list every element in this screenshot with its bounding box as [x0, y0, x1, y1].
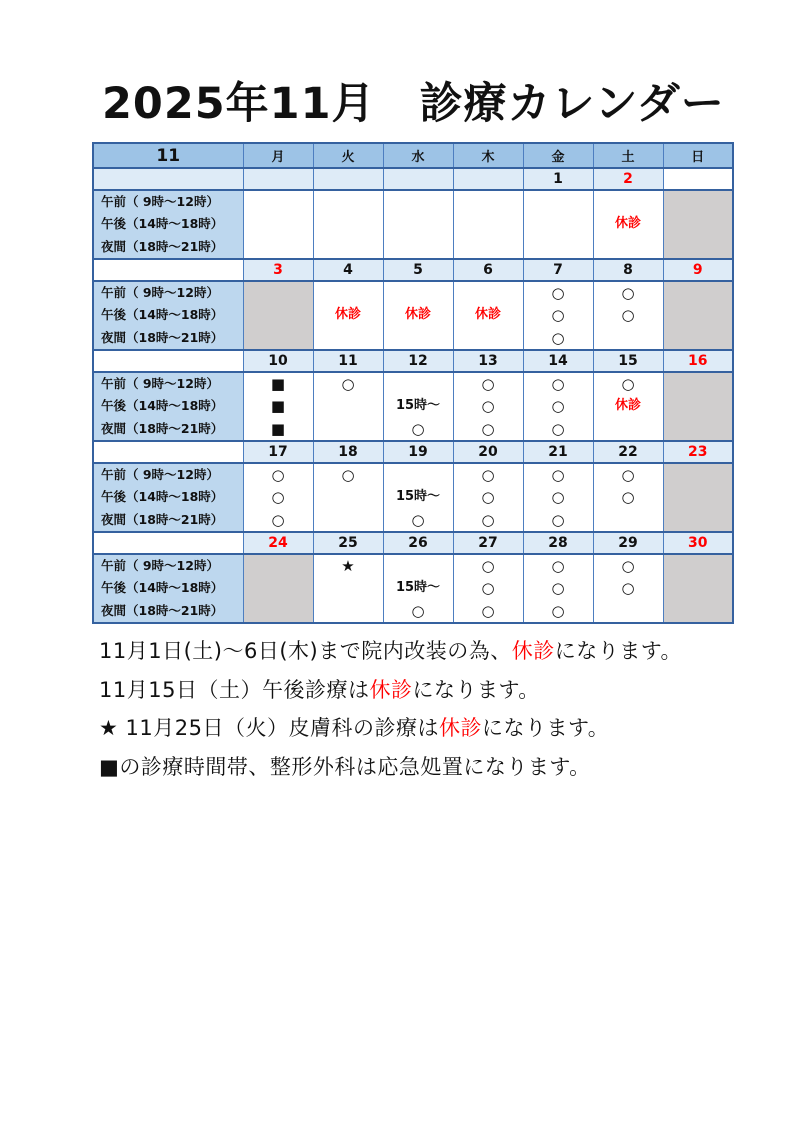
footnote-1 [99, 632, 739, 671]
day-cell [313, 372, 383, 441]
slot-mark: ○ [551, 397, 565, 416]
slot-mark [664, 236, 733, 258]
time-slot-label: 午後（14時～18時） [101, 398, 224, 414]
date-24: 24 [243, 532, 313, 554]
time-slot-label: 午前（ 9時～12時） [101, 284, 219, 300]
time-slot-label: 夜間（18時～21時） [101, 238, 224, 254]
page-title: 2025年11月 診療カレンダー [102, 79, 725, 129]
slot-mark [244, 600, 313, 622]
slot-mark [664, 373, 733, 395]
date-23: 23 [663, 441, 733, 463]
day-cell [383, 554, 453, 623]
slot-mark [384, 373, 453, 395]
slot-mark: ○ [551, 488, 565, 507]
slot-mark [664, 509, 733, 531]
date-27: 27 [453, 532, 523, 554]
slot-mark [314, 418, 383, 440]
weekday-header-row [93, 143, 733, 168]
day-cell [453, 554, 523, 623]
footnote-text: ★ 11月25日（火）皮膚科の診療は [99, 716, 439, 740]
weekday-sat: 土 [593, 143, 663, 168]
slot-mark [594, 600, 663, 622]
slot-mark [314, 486, 383, 508]
slot-mark: ○ [481, 601, 495, 620]
slot-mark: 15時～ [395, 489, 441, 505]
weekday-fri: 金 [523, 143, 593, 168]
day-cell [593, 463, 663, 532]
slot-mark [454, 327, 523, 349]
slot-mark [244, 236, 313, 258]
time-slot-label: 夜間（18時～21時） [101, 511, 224, 527]
date-30: 30 [663, 532, 733, 554]
weekday-wed: 水 [383, 143, 453, 168]
slot-mark [664, 600, 733, 622]
footnote-text: になります。 [481, 716, 610, 740]
week-3-date-row [93, 350, 733, 372]
date-17: 17 [243, 441, 313, 463]
slot-mark: ○ [551, 306, 565, 325]
date-19: 19 [383, 441, 453, 463]
slot-mark: ○ [551, 419, 565, 438]
week-1-date-row [93, 168, 733, 190]
time-slot-label: 午後（14時～18時） [101, 216, 224, 232]
footnote-closed-term: 休診 [369, 677, 413, 702]
slot-mark [314, 509, 383, 531]
footnote-text: 11月1日(土)～6日(木)まで院内改装の為、 [99, 639, 512, 663]
day-cell [593, 281, 663, 350]
day-cell [313, 190, 383, 259]
date-empty [313, 168, 383, 190]
slot-mark [314, 395, 383, 417]
day-cell-closed [663, 190, 733, 259]
time-slot-label: 午前（ 9時～12時） [101, 466, 219, 482]
date-26: 26 [383, 532, 453, 554]
day-cell [523, 372, 593, 441]
footnote-text: になります。 [412, 677, 540, 702]
time-slot-labels [93, 554, 243, 623]
date-29: 29 [593, 532, 663, 554]
slot-mark [664, 418, 733, 440]
footnote-2 [99, 671, 739, 710]
slot-mark [524, 236, 593, 258]
date-22: 22 [593, 441, 663, 463]
slot-mark [664, 191, 733, 213]
date-empty [243, 168, 313, 190]
week-5-date-row [93, 532, 733, 554]
date-20: 20 [453, 441, 523, 463]
day-cell [453, 190, 523, 259]
slot-mark: ○ [481, 397, 495, 416]
slot-mark [594, 191, 663, 213]
slot-mark: ○ [411, 510, 425, 529]
day-cell-closed [243, 281, 313, 350]
slot-mark: ■ [270, 397, 286, 416]
slot-mark: ○ [481, 488, 495, 507]
slot-mark [454, 282, 523, 304]
weekday-sun: 日 [663, 143, 733, 168]
footnote-4 [99, 748, 739, 787]
day-cell [313, 463, 383, 532]
slot-mark: ○ [481, 465, 495, 484]
slot-mark [594, 509, 663, 531]
slot-mark [664, 395, 733, 417]
slot-mark [664, 555, 733, 577]
slot-mark [314, 600, 383, 622]
day-cell [593, 554, 663, 623]
day-cell [523, 463, 593, 532]
day-cell [243, 190, 313, 259]
slot-mark [664, 464, 733, 486]
date-10: 10 [243, 350, 313, 372]
day-cell [453, 281, 523, 350]
footnote-text: になります。 [554, 639, 683, 663]
slot-mark [244, 282, 313, 304]
slot-mark: ○ [551, 601, 565, 620]
slot-mark [594, 418, 663, 440]
slot-mark: ○ [551, 283, 565, 302]
date-empty [383, 168, 453, 190]
slot-mark [384, 282, 453, 304]
date-5: 5 [383, 259, 453, 281]
slot-mark: ■ [270, 419, 286, 438]
slot-mark [664, 213, 733, 235]
calendar [92, 142, 734, 624]
slot-mark [314, 282, 383, 304]
day-cell [383, 463, 453, 532]
slot-mark: ○ [621, 306, 635, 325]
time-slot-labels [93, 190, 243, 259]
weekday-mon: 月 [243, 143, 313, 168]
footnote-3 [99, 709, 739, 748]
slot-mark [594, 327, 663, 349]
time-slot-labels [93, 463, 243, 532]
slot-mark [244, 327, 313, 349]
date-7: 7 [523, 259, 593, 281]
week-2-schedule-row [93, 281, 733, 350]
slot-mark [314, 191, 383, 213]
date-6: 6 [453, 259, 523, 281]
weekday-thu: 木 [453, 143, 523, 168]
slot-mark: ○ [271, 465, 285, 484]
day-cell-closed [663, 463, 733, 532]
date-empty [453, 168, 523, 190]
slot-mark: 休診 [404, 307, 431, 323]
calendar-body [93, 168, 733, 623]
footnote-closed-term: 休診 [511, 639, 555, 663]
slot-mark: ○ [341, 374, 355, 393]
slot-mark [384, 236, 453, 258]
slot-mark: ○ [621, 283, 635, 302]
date-8: 8 [593, 259, 663, 281]
time-slot-labels [93, 281, 243, 350]
slot-mark: ○ [551, 510, 565, 529]
slot-mark: ■ [270, 374, 286, 393]
day-cell [313, 554, 383, 623]
slot-mark: ○ [481, 510, 495, 529]
day-cell [453, 463, 523, 532]
time-slot-label: 夜間（18時～21時） [101, 329, 224, 345]
slot-mark [384, 213, 453, 235]
day-cell-closed [663, 372, 733, 441]
day-cell [383, 190, 453, 259]
slot-mark [244, 555, 313, 577]
day-cell-closed [663, 281, 733, 350]
date-row-spacer [93, 532, 243, 554]
date-13: 13 [453, 350, 523, 372]
slot-mark [594, 236, 663, 258]
date-row-spacer [93, 350, 243, 372]
time-slot-label: 夜間（18時～21時） [101, 420, 224, 436]
slot-mark [454, 191, 523, 213]
date-15: 15 [593, 350, 663, 372]
time-slot-label: 午前（ 9時～12時） [101, 375, 219, 391]
day-cell [243, 372, 313, 441]
slot-mark: ○ [621, 465, 635, 484]
month-label: 11 [93, 143, 243, 168]
slot-mark [664, 486, 733, 508]
footnotes [99, 632, 739, 786]
slot-mark [244, 191, 313, 213]
slot-mark [664, 304, 733, 326]
week-2-date-row [93, 259, 733, 281]
date-16: 16 [663, 350, 733, 372]
time-slot-label: 午後（14時～18時） [101, 489, 224, 505]
day-cell [313, 281, 383, 350]
slot-mark: ○ [411, 601, 425, 620]
slot-mark [384, 191, 453, 213]
date-4: 4 [313, 259, 383, 281]
day-cell [383, 372, 453, 441]
slot-mark [664, 577, 733, 599]
date-21: 21 [523, 441, 593, 463]
weekday-tue: 火 [313, 143, 383, 168]
day-cell [383, 281, 453, 350]
slot-mark: ○ [551, 328, 565, 347]
slot-mark: ○ [551, 374, 565, 393]
date-28: 28 [523, 532, 593, 554]
slot-mark [244, 577, 313, 599]
slot-mark [314, 213, 383, 235]
day-cell [593, 190, 663, 259]
day-cell [243, 463, 313, 532]
slot-mark: ○ [341, 465, 355, 484]
slot-mark [314, 577, 383, 599]
slot-mark: ○ [551, 556, 565, 575]
slot-mark: ○ [621, 488, 635, 507]
date-11: 11 [313, 350, 383, 372]
slot-mark [524, 213, 593, 235]
slot-mark: ○ [271, 488, 285, 507]
date-25: 25 [313, 532, 383, 554]
slot-mark: ○ [621, 579, 635, 598]
slot-mark: ○ [551, 465, 565, 484]
week-5-schedule-row [93, 554, 733, 623]
time-slot-label: 夜間（18時～21時） [101, 602, 224, 618]
date-3: 3 [243, 259, 313, 281]
slot-mark [454, 213, 523, 235]
day-cell-closed [663, 554, 733, 623]
slot-mark: 休診 [614, 398, 641, 414]
slot-mark: 休診 [334, 307, 361, 323]
slot-mark: ○ [621, 374, 635, 393]
date-2: 2 [593, 168, 663, 190]
slot-mark [664, 327, 733, 349]
slot-mark: ○ [481, 579, 495, 598]
day-cell [593, 372, 663, 441]
week-1-schedule-row [93, 190, 733, 259]
week-4-schedule-row [93, 463, 733, 532]
slot-mark [314, 236, 383, 258]
footnote-closed-term: 休診 [438, 716, 482, 740]
time-slot-labels [93, 372, 243, 441]
day-cell-closed [243, 554, 313, 623]
date-1: 1 [523, 168, 593, 190]
slot-mark [664, 282, 733, 304]
day-cell [523, 554, 593, 623]
day-cell [523, 190, 593, 259]
slot-mark: ○ [481, 374, 495, 393]
slot-mark [524, 191, 593, 213]
date-18: 18 [313, 441, 383, 463]
week-3-schedule-row [93, 372, 733, 441]
time-slot-label: 午前（ 9時～12時） [101, 194, 219, 209]
slot-mark [454, 236, 523, 258]
slot-mark: ○ [551, 579, 565, 598]
slot-mark: ★ [341, 556, 355, 575]
date-9: 9 [663, 259, 733, 281]
day-cell [453, 372, 523, 441]
slot-mark: 15時～ [395, 398, 441, 414]
footnote-text: 11月15日（土）午後診療は [99, 677, 370, 702]
week-4-date-row [93, 441, 733, 463]
slot-mark: ○ [271, 510, 285, 529]
slot-mark: ○ [411, 419, 425, 438]
slot-mark: 休診 [474, 307, 501, 323]
slot-mark [244, 304, 313, 326]
slot-mark [314, 327, 383, 349]
slot-mark [384, 327, 453, 349]
slot-mark: ○ [481, 556, 495, 575]
calendar-table [92, 142, 734, 624]
date-row-spacer [93, 259, 243, 281]
slot-mark: 15時～ [395, 580, 441, 596]
day-cell [523, 281, 593, 350]
slot-mark [244, 213, 313, 235]
slot-mark [384, 555, 453, 577]
slot-mark: ○ [621, 556, 635, 575]
date-12: 12 [383, 350, 453, 372]
time-slot-label: 午後（14時～18時） [101, 307, 224, 323]
time-slot-label: 午後（14時～18時） [101, 580, 224, 596]
slot-mark [384, 464, 453, 486]
date-empty [93, 168, 243, 190]
date-14: 14 [523, 350, 593, 372]
time-slot-label: 午前（ 9時～12時） [101, 557, 219, 573]
date-row-spacer [93, 441, 243, 463]
slot-mark: 休診 [614, 216, 641, 232]
slot-mark: ○ [481, 419, 495, 438]
footnote-text: ■の診療時間帯、整形外科は応急処置になります。 [99, 754, 591, 779]
